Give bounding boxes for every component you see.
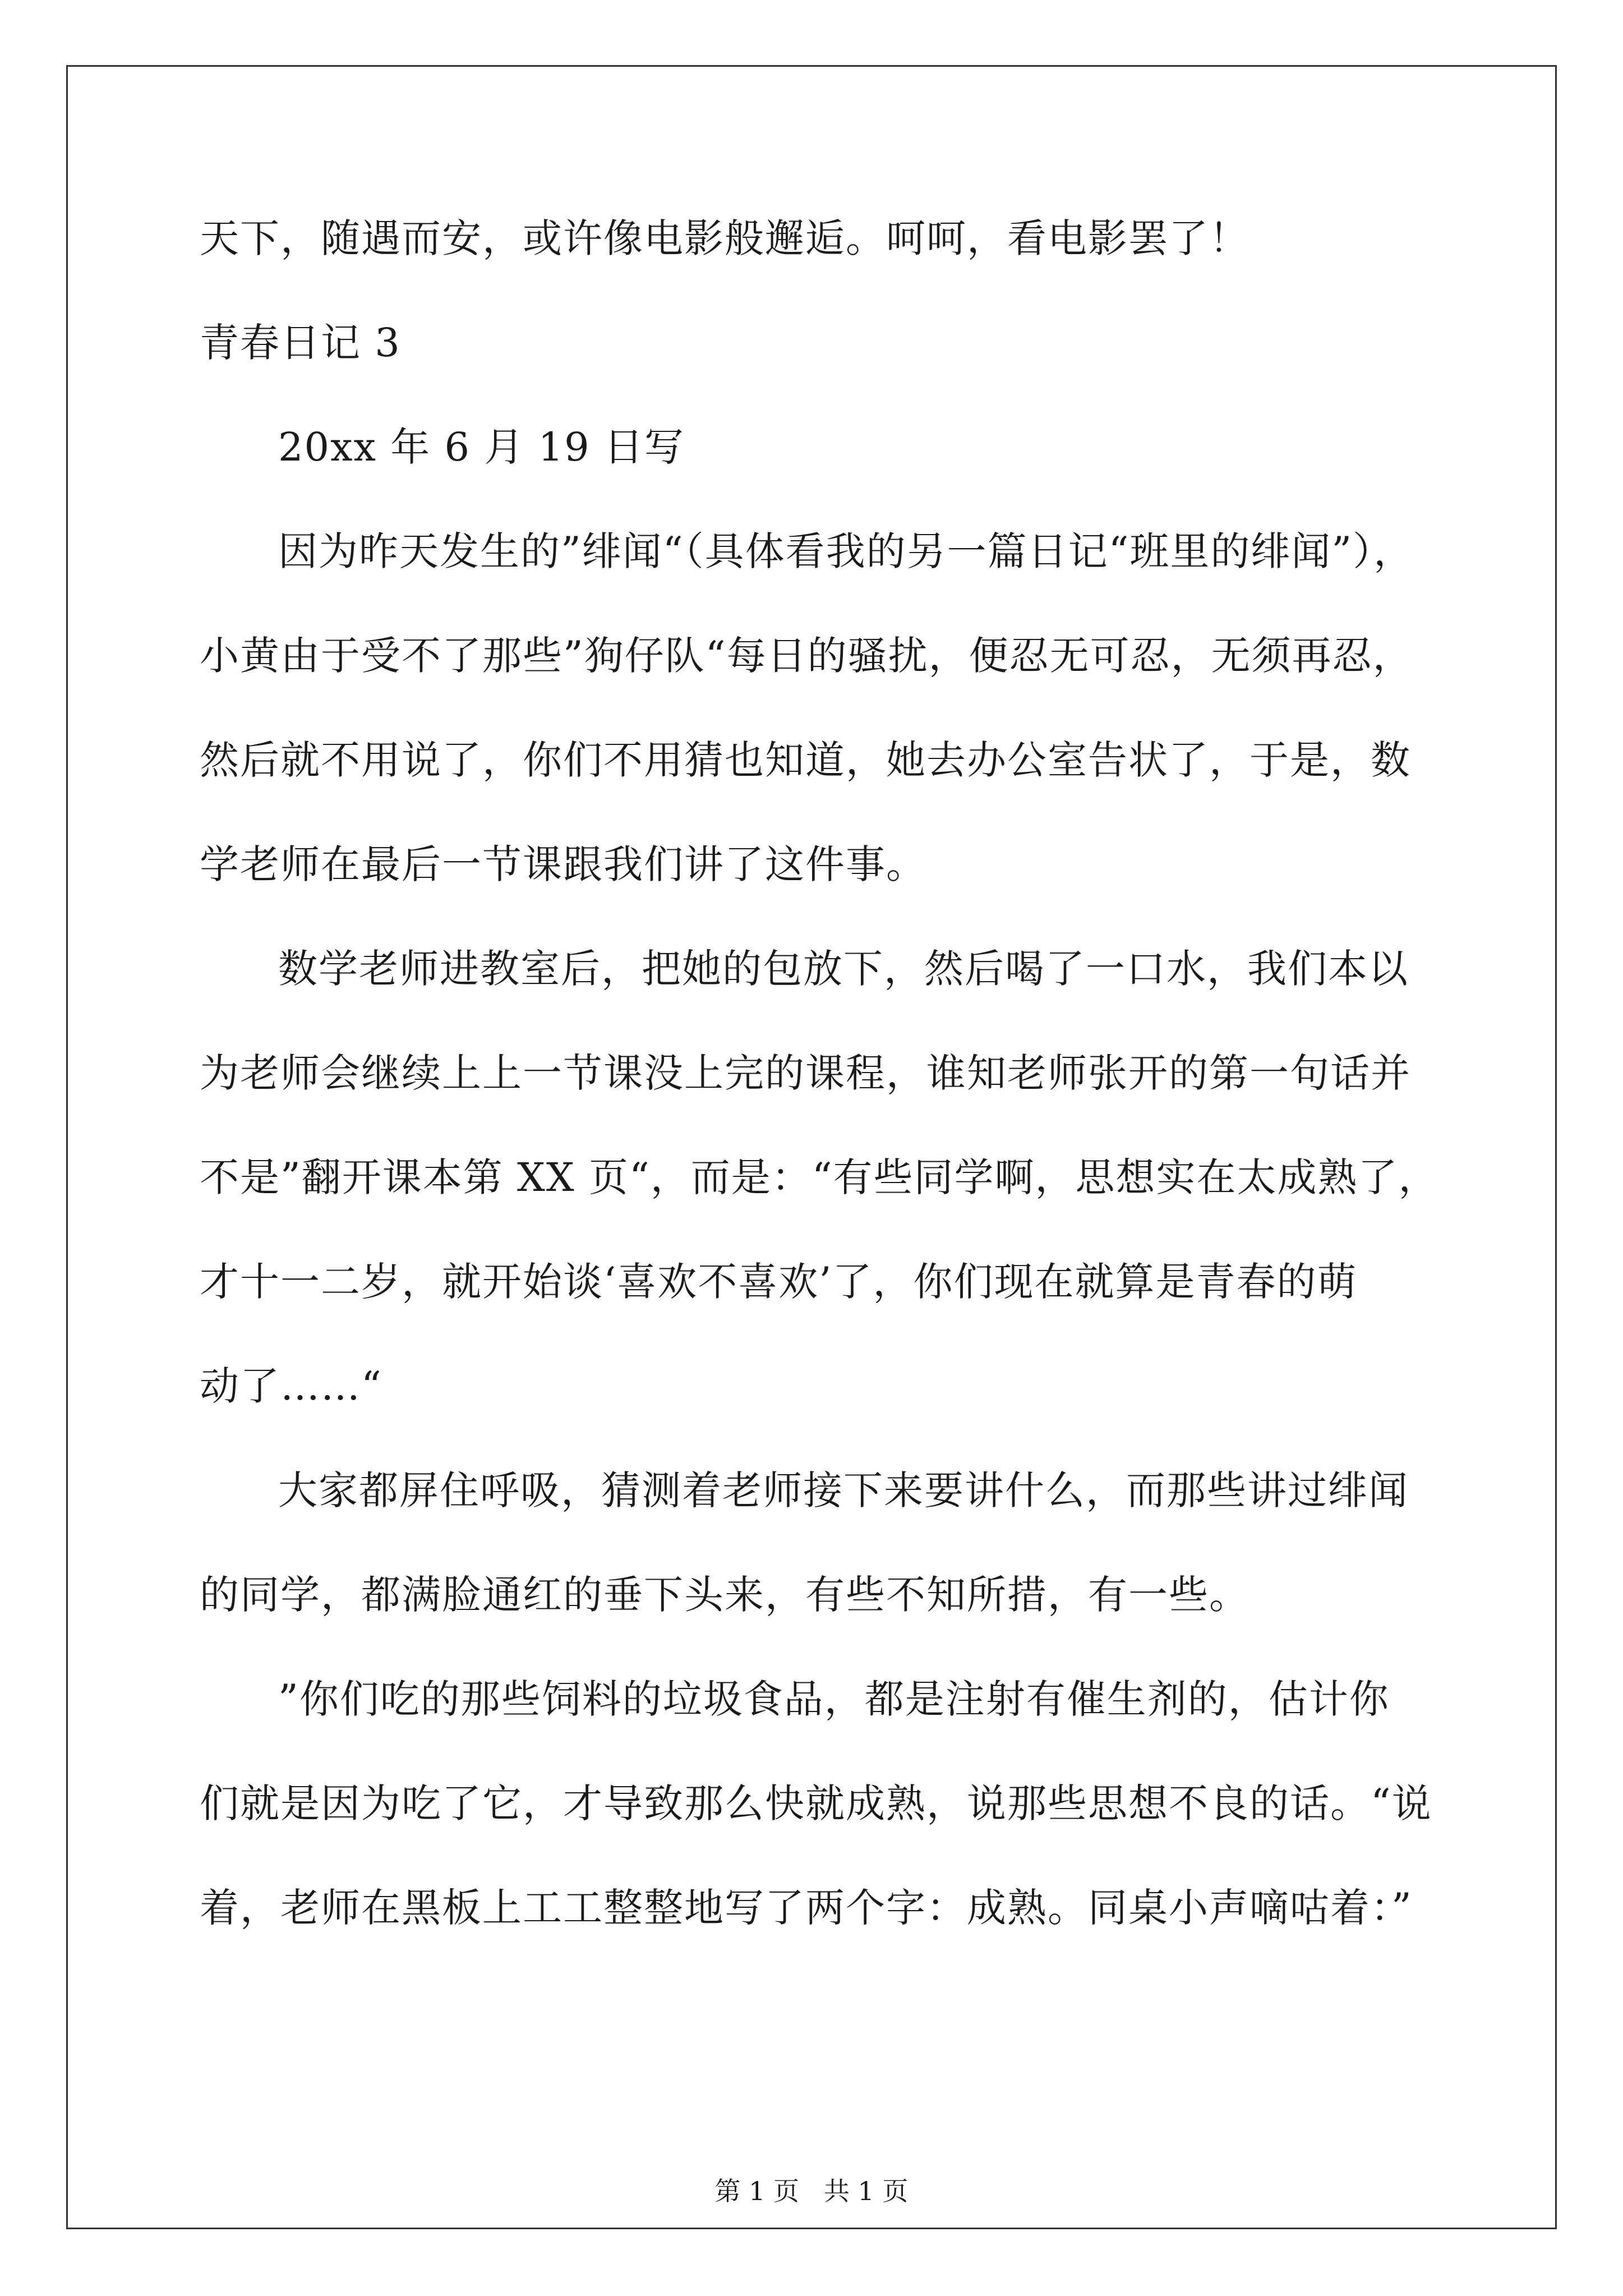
page-footer: 第 1 页 共 1 页 bbox=[714, 2176, 909, 2206]
text-line: 因为昨天发生的”绯闻“（具体看我的另一篇日记“班里的绯闻”）， bbox=[278, 528, 1414, 574]
text-line: 才十一二岁，就开始谈‘喜欢不喜欢’了，你们现在就算是青春的萌 bbox=[200, 1259, 1358, 1305]
text-line: 大家都屏住呼吸，猜测着老师接下来要讲什么，而那些讲过绯闻 bbox=[278, 1467, 1409, 1513]
text-line: 动了……“ bbox=[200, 1363, 382, 1409]
text-line: 的同学，都满脸通红的垂下头来，有些不知所措，有一些。 bbox=[200, 1572, 1249, 1618]
text-line: 天下，随遇而安，或许像电影般邂逅。呵呵，看电影罢了！ bbox=[200, 215, 1249, 261]
text-line: 然后就不用说了，你们不用猜也知道，她去办公室告状了，于是，数 bbox=[200, 737, 1411, 783]
text-line: 不是”翻开课本第 XX 页“，而是：“有些同学啊，思想实在太成熟了， bbox=[200, 1154, 1439, 1200]
text-line: 学老师在最后一节课跟我们讲了这件事。 bbox=[200, 841, 926, 887]
date-line: 20xx 年 6 月 19 日写 bbox=[278, 424, 685, 470]
text-line: 着，老师在黑板上工工整整地写了两个字：成熟。同桌小声嘀咕着：” bbox=[200, 1885, 1413, 1931]
text-line: 小黄由于受不了那些”狗仔队“每日的骚扰，便忍无可忍，无须再忍， bbox=[200, 633, 1413, 679]
section-heading: 青春日记 3 bbox=[200, 320, 401, 366]
text-line: 们就是因为吃了它，才导致那么快就成熟，说那些思想不良的话。“说 bbox=[200, 1780, 1432, 1826]
text-line: 为老师会继续上上一节课没上完的课程，谁知老师张开的第一句话并 bbox=[200, 1050, 1411, 1096]
text-line: 数学老师进教室后，把她的包放下，然后喝了一口水，我们本以 bbox=[278, 946, 1409, 992]
text-line: ”你们吃的那些饲料的垃圾食品，都是注射有催生剂的，估计你 bbox=[278, 1676, 1390, 1722]
